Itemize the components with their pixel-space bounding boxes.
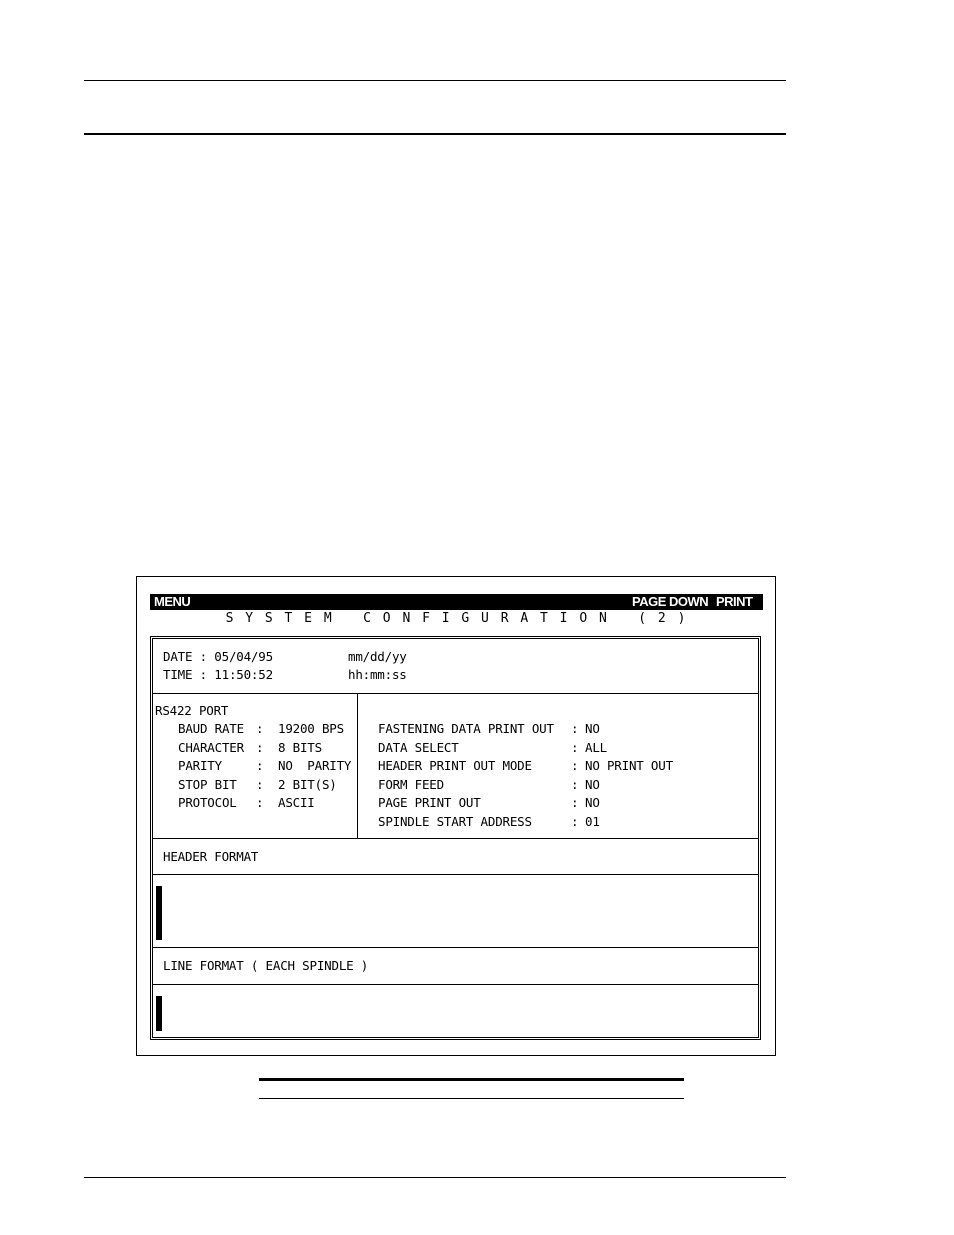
menu-bar [150, 594, 763, 610]
rs422-setting-label: STOP BIT [178, 776, 237, 792]
time-label: TIME : 11:50:52 [163, 667, 273, 682]
header-format-label: HEADER FORMAT [163, 849, 259, 864]
date-value[interactable]: 05/04/95 [214, 649, 273, 664]
separator-colon: : [571, 795, 579, 810]
divider [153, 947, 758, 948]
divider [153, 874, 758, 875]
rs422-setting-label: PROTOCOL [178, 795, 237, 810]
separator-colon: : [256, 795, 264, 810]
divider [153, 984, 758, 985]
print-setting-label: DATA SELECT [378, 739, 459, 755]
separator-colon: : [571, 739, 579, 755]
line-format-label: LINE FORMAT ( EACH SPINDLE ) [163, 958, 369, 973]
footer-rule [84, 1177, 786, 1178]
date-format: mm/dd/yy [348, 649, 407, 664]
rs422-setting-label: PARITY [178, 758, 222, 773]
rs422-setting-value[interactable]: 2 BIT(S) [278, 776, 337, 792]
rs422-heading: RS422 PORT [155, 703, 229, 718]
rs422-setting-value[interactable]: NO PARITY [278, 758, 352, 773]
rs422-setting-value[interactable]: ASCII [278, 795, 315, 810]
separator-colon: : [256, 739, 264, 755]
separator-colon: : [571, 758, 579, 773]
print-setting-label: SPINDLE START ADDRESS [378, 813, 532, 829]
rs422-setting-value[interactable]: 8 BITS [278, 739, 322, 755]
section-divider [357, 693, 358, 838]
line-format-cursor[interactable] [156, 996, 162, 1031]
print-setting-value[interactable]: 01 [585, 813, 600, 829]
print-setting-value[interactable]: ALL [585, 739, 607, 755]
separator-colon: : [571, 813, 579, 829]
header-format-cursor[interactable] [156, 886, 162, 940]
print-setting-label: FORM FEED [378, 776, 444, 792]
page-title: S Y S T E M C O N F I G U R A T I O N ( 2 ) [225, 611, 688, 626]
separator-colon: : [256, 776, 264, 792]
print-setting-label: FASTENING DATA PRINT OUT [378, 721, 554, 736]
time-format: hh:mm:ss [348, 667, 407, 682]
separator-colon: : [571, 721, 579, 736]
print-setting-label: HEADER PRINT OUT MODE [378, 758, 532, 773]
time-value[interactable]: 11:50:52 [214, 667, 273, 682]
rs422-setting-value[interactable]: 19200 BPS [278, 721, 344, 736]
divider [153, 693, 758, 694]
date-label: DATE : 05/04/95 [163, 649, 273, 664]
rs422-setting-label: CHARACTER [178, 739, 244, 755]
caption-rule-thin [259, 1098, 684, 1099]
separator-colon: : [571, 776, 579, 792]
caption-rule-thick [259, 1078, 684, 1081]
print-setting-value[interactable]: NO [585, 721, 600, 736]
print-button[interactable]: PRINT [716, 594, 753, 609]
top-rule [84, 80, 786, 81]
screenshot-window [136, 576, 776, 1056]
print-setting-value[interactable]: NO [585, 776, 600, 792]
page-down-button[interactable]: PAGE DOWN [632, 594, 709, 609]
print-setting-label: PAGE PRINT OUT [378, 795, 481, 810]
print-setting-value[interactable]: NO PRINT OUT [585, 758, 673, 773]
header-rule [84, 133, 786, 135]
config-panel [150, 636, 761, 1040]
rs422-setting-label: BAUD RATE [178, 721, 244, 736]
separator-colon: : [256, 721, 264, 736]
separator-colon: : [256, 758, 264, 773]
menu-button[interactable]: MENU [154, 594, 191, 609]
print-setting-value[interactable]: NO [585, 795, 600, 810]
divider [153, 838, 758, 839]
